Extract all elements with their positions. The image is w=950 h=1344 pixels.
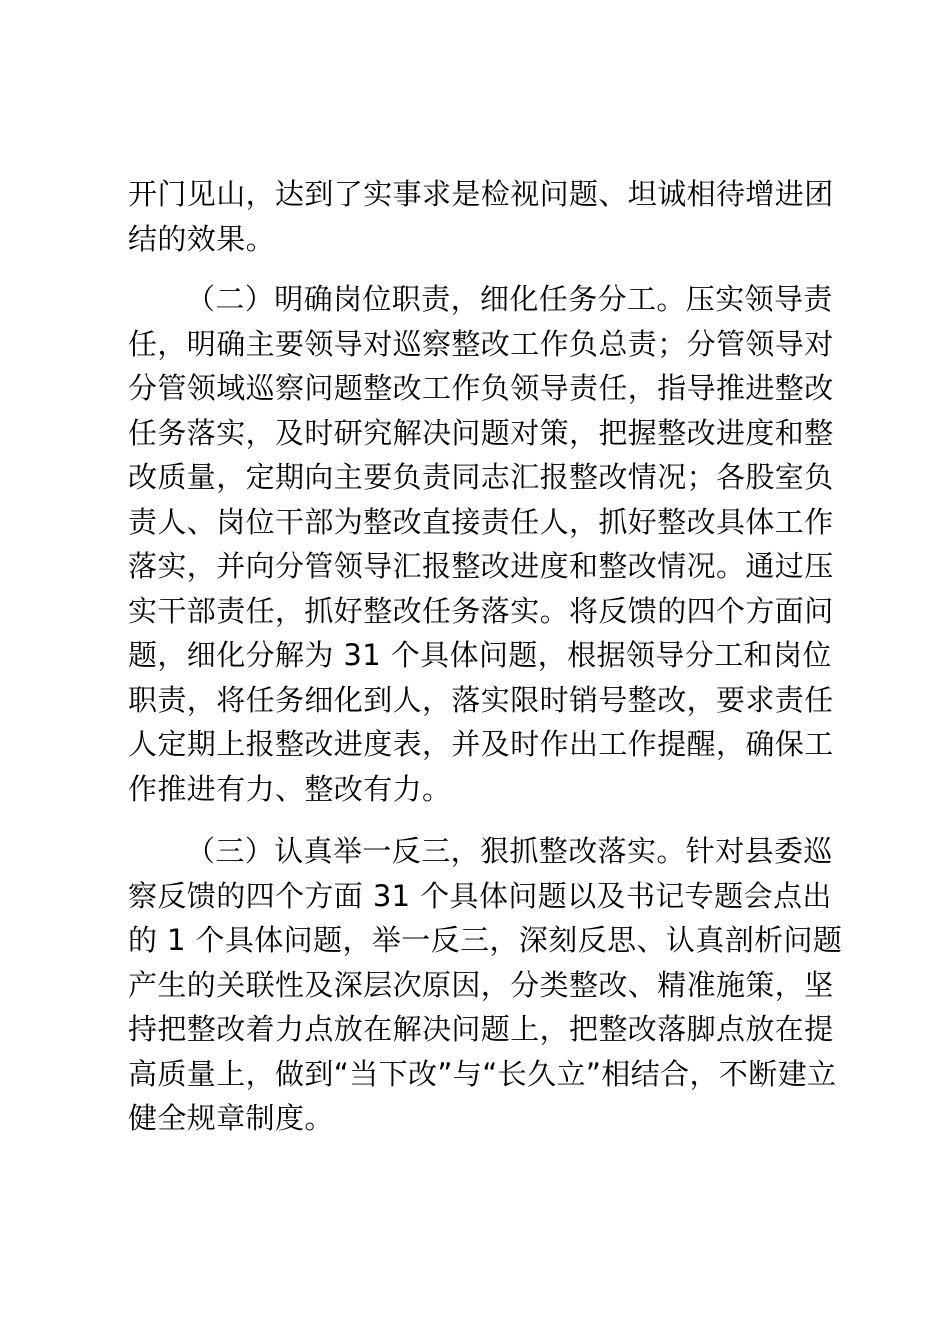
text-line: 作推进有力、整改有力。 <box>128 771 452 806</box>
text-line: 实干部责任，抓好整改任务落实。将反馈的四个方面问 <box>128 593 834 628</box>
text-line: （二）明确岗位职责，细化任务分工。压实领导责 <box>186 282 833 316</box>
text-line: 任务落实，及时研究解决问题对策，把握整改进度和整 <box>128 415 834 450</box>
text-line: 高质量上，做到“当下改”与“长久立”相结合，不断建立 <box>128 1056 837 1091</box>
text-line: 结的效果。 <box>128 221 276 256</box>
text-line: 落实，并向分管领导汇报整改进度和整改情况。通过压 <box>128 549 834 583</box>
text-line: 开门见山，达到了实事求是检视问题、坦诚相待增进团 <box>128 177 834 211</box>
text-line: （三）认真举一反三，狠抓整改落实。针对县委巡 <box>186 834 833 868</box>
text-line: 分管领域巡察问题整改工作负领导责任，指导推进整改 <box>128 371 834 405</box>
text-line: 健全规章制度。 <box>128 1101 334 1135</box>
paragraph-section-3 <box>128 829 843 1141</box>
text-line: 题，细化分解为 31 个具体问题，根据领导分工和岗位 <box>128 638 832 672</box>
text-line: 的 1 个具体问题，举一反三，深刻反思、认真剖析问题 <box>128 923 843 957</box>
paragraph-continuation <box>128 172 834 261</box>
text-line: 持把整改着力点放在解决问题上，把整改落脚点放在提 <box>128 1012 834 1046</box>
text-line: 产生的关联性及深层次原因，分类整改、精准施策，坚 <box>128 967 834 1002</box>
text-line: 人定期上报整改进度表，并及时作出工作提醒，确保工 <box>128 727 834 761</box>
text-line: 责人、岗位干部为整改直接责任人，抓好整改具体工作 <box>128 504 834 539</box>
paragraph-section-2 <box>128 277 834 811</box>
text-line: 察反馈的四个方面 31 个具体问题以及书记专题会点出 <box>128 878 832 913</box>
text-line: 职责，将任务细化到人，落实限时销号整改，要求责任 <box>128 682 834 717</box>
text-line: 改质量，定期向主要负责同志汇报整改情况；各股室负 <box>128 460 834 494</box>
text-line: 任，明确主要领导对巡察整改工作负总责；分管领导对 <box>128 326 834 361</box>
